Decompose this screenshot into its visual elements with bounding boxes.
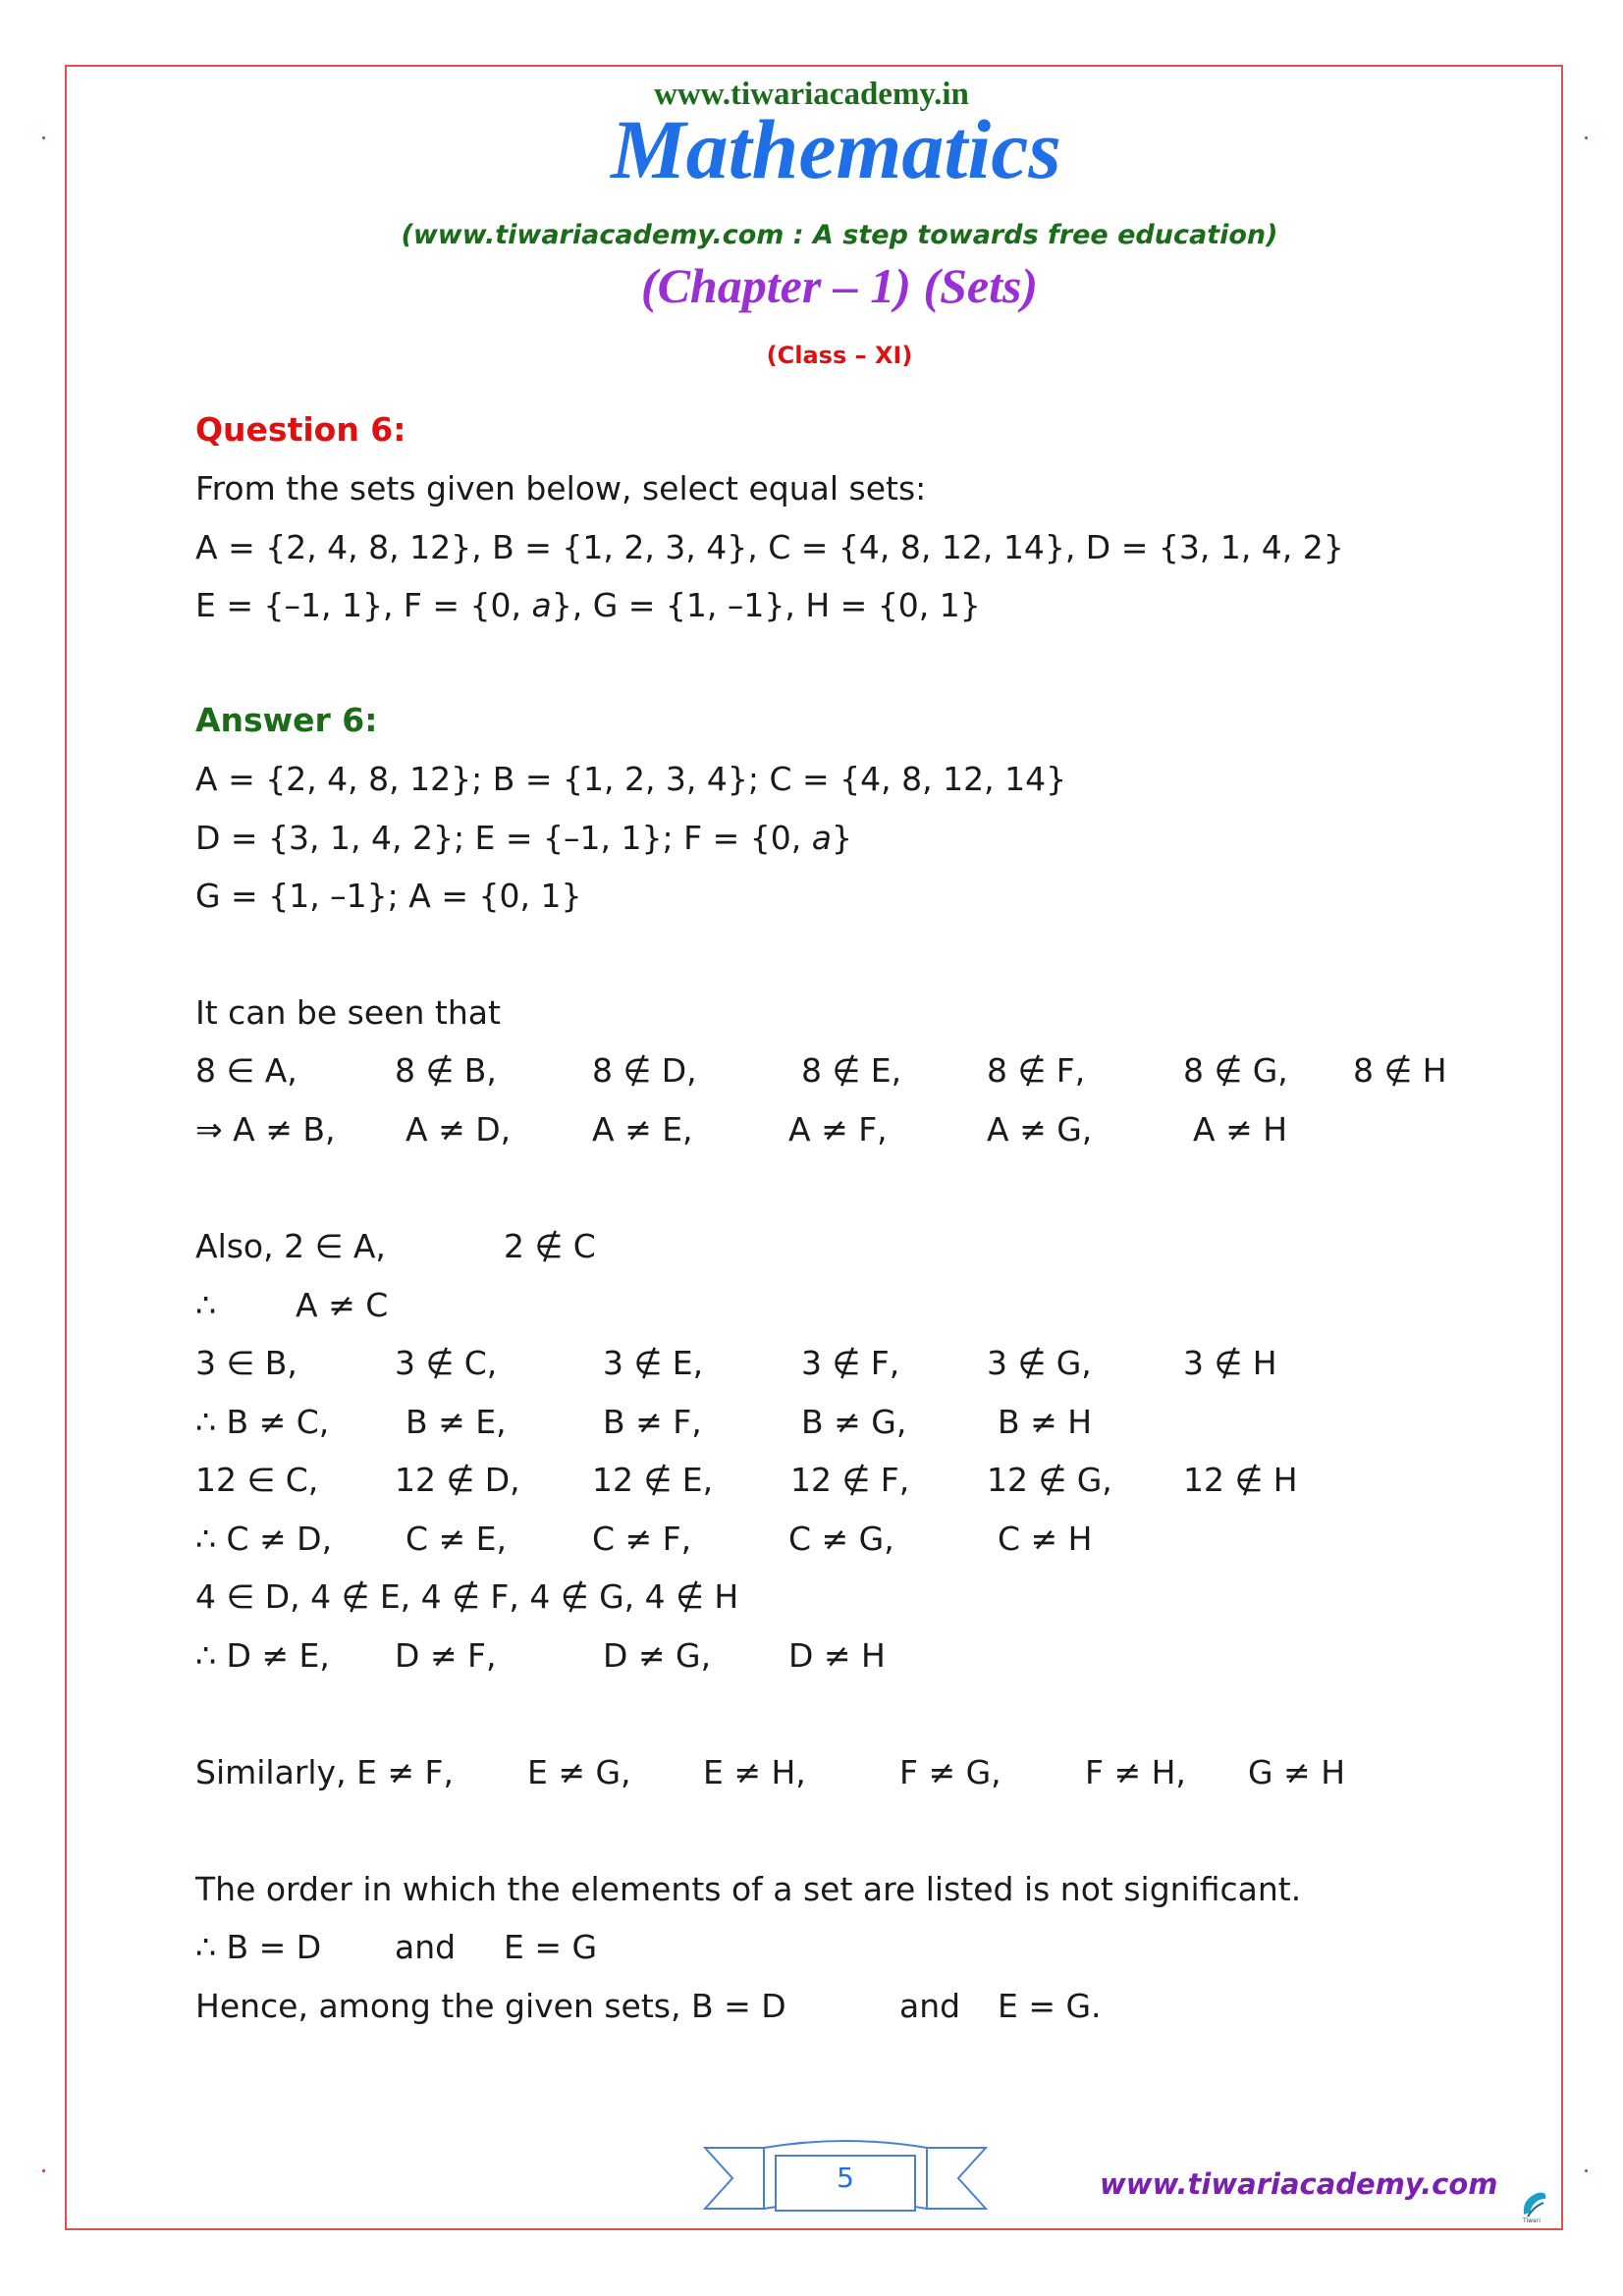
row-8-cell: 8 ∉ G, (1183, 1051, 1288, 1090)
row-b-cell: B ≠ H (998, 1403, 1093, 1441)
similarly-cell: E ≠ G, (527, 1753, 631, 1791)
text-segment: }, G = {1, –1}, H = {0, 1} (551, 586, 981, 624)
similarly-cell: F ≠ H, (1085, 1753, 1186, 1791)
also-cell: Also, 2 ∈ A, (195, 1227, 386, 1265)
row-b-cell: B ≠ F, (603, 1403, 702, 1441)
conclusion-cell: E = G (504, 1928, 598, 1966)
similarly-cell: G ≠ H (1248, 1753, 1346, 1791)
question-heading: Question 6: (195, 410, 406, 449)
variable-a: a (811, 819, 832, 857)
hence-cell: E = G. (998, 1987, 1102, 2025)
row-12-cell: 12 ∉ H (1183, 1461, 1298, 1499)
row-b-cell: B ≠ G, (801, 1403, 907, 1441)
conclusion-cell: ∴ B = D (195, 1928, 322, 1966)
text-segment: E = {–1, 1}, F = {0, (195, 586, 532, 624)
text-segment: } (831, 819, 852, 857)
similarly-cell: F ≠ G, (899, 1753, 1001, 1791)
row-a-cell: A ≠ H (1193, 1110, 1288, 1148)
conclusion-cell: and (395, 1928, 457, 1966)
row-d-cell: D ≠ H (788, 1636, 886, 1675)
row-8-cell: 8 ∉ F, (987, 1051, 1086, 1090)
corner-mark (1585, 2169, 1588, 2172)
row-8-cell: 8 ∉ D, (592, 1051, 697, 1090)
row-3-cell: 3 ∉ C, (395, 1344, 498, 1382)
order-note: The order in which the elements of a set are listed is not significant. (195, 1870, 1302, 1908)
row-a-cell: ⇒ A ≠ B, (195, 1110, 336, 1148)
row-8-cell: 8 ∈ A, (195, 1051, 298, 1090)
similarly-cell: E ≠ H, (703, 1753, 806, 1791)
chapter-title: (Chapter – 1) (Sets) (640, 258, 1039, 313)
row-12-cell: 12 ∉ E, (592, 1461, 714, 1499)
similarly-cell: Similarly, E ≠ F, (195, 1753, 455, 1791)
seen-text: It can be seen that (195, 993, 501, 1032)
row-3-cell: 3 ∉ G, (987, 1344, 1092, 1382)
row-c-cell: C ≠ G, (788, 1520, 894, 1558)
row-3-cell: 3 ∈ B, (195, 1344, 298, 1382)
row-d-cell: D ≠ G, (603, 1636, 712, 1675)
row-a-cell: A ≠ D, (406, 1110, 512, 1148)
answer-line-1: A = {2, 4, 8, 12}; B = {1, 2, 3, 4}; C = {4, 8, 12, 14} (195, 760, 1067, 798)
row-4-line: 4 ∈ D, 4 ∉ E, 4 ∉ F, 4 ∉ G, 4 ∉ H (195, 1577, 739, 1616)
row-8-cell: 8 ∉ E, (801, 1051, 902, 1090)
row-a-cell: A ≠ E, (592, 1110, 693, 1148)
answer-heading: Answer 6: (195, 701, 378, 739)
page-number: 5 (837, 2162, 854, 2194)
row-c-cell: ∴ C ≠ D, (195, 1520, 333, 1558)
row-12-cell: 12 ∉ D, (395, 1461, 520, 1499)
subject-title: Mathematics (611, 102, 1061, 196)
row-a-cell: A ≠ G, (987, 1110, 1093, 1148)
row-3-cell: 3 ∉ H (1183, 1344, 1277, 1382)
row-3-cell: 3 ∉ E, (603, 1344, 704, 1382)
question-sets-line-1: A = {2, 4, 8, 12}, B = {1, 2, 3, 4}, C = {4, 8, 12, 14}, D = {3, 1, 4, 2} (195, 528, 1344, 566)
variable-a: a (531, 586, 552, 624)
row-12-cell: 12 ∉ G, (987, 1461, 1112, 1499)
row-b-cell: ∴ B ≠ C, (195, 1403, 330, 1441)
row-a-cell: A ≠ F, (788, 1110, 888, 1148)
therefore-cell: A ≠ C (296, 1286, 389, 1324)
tiwari-logo-icon (1520, 2189, 1549, 2224)
row-c-cell: C ≠ H (998, 1520, 1093, 1558)
row-12-cell: 12 ∉ F, (790, 1461, 910, 1499)
row-c-cell: C ≠ F, (592, 1520, 692, 1558)
footer-site-link[interactable]: www.tiwariacademy.com (1100, 2167, 1498, 2201)
text-segment: D = {3, 1, 4, 2}; E = {–1, 1}; F = {0, (195, 819, 812, 857)
class-label: (Class – XI) (766, 342, 913, 369)
row-d-cell: ∴ D ≠ E, (195, 1636, 330, 1675)
hence-cell: and (899, 1987, 961, 2025)
also-cell: 2 ∉ C (504, 1227, 596, 1265)
row-8-cell: 8 ∉ B, (395, 1051, 497, 1090)
tagline: (www.tiwariacademy.com : A step towards free education) (401, 220, 1278, 250)
row-8-cell: 8 ∉ H (1353, 1051, 1447, 1090)
row-3-cell: 3 ∉ F, (801, 1344, 900, 1382)
answer-line-3: G = {1, –1}; A = {0, 1} (195, 877, 582, 915)
row-d-cell: D ≠ F, (395, 1636, 497, 1675)
question-prompt: From the sets given below, select equal sets: (195, 469, 927, 507)
logo-text: Tiwari (1523, 2217, 1541, 2224)
row-12-cell: 12 ∈ C, (195, 1461, 319, 1499)
corner-mark (42, 2169, 45, 2172)
row-b-cell: B ≠ E, (406, 1403, 507, 1441)
header-site[interactable]: www.tiwariacademy.in (654, 77, 969, 112)
question-sets-line-2 (195, 586, 981, 624)
row-c-cell: C ≠ E, (406, 1520, 508, 1558)
answer-line-2 (195, 819, 852, 857)
therefore-symbol: ∴ (195, 1286, 216, 1324)
hence-cell: Hence, among the given sets, B = D (195, 1987, 786, 2025)
